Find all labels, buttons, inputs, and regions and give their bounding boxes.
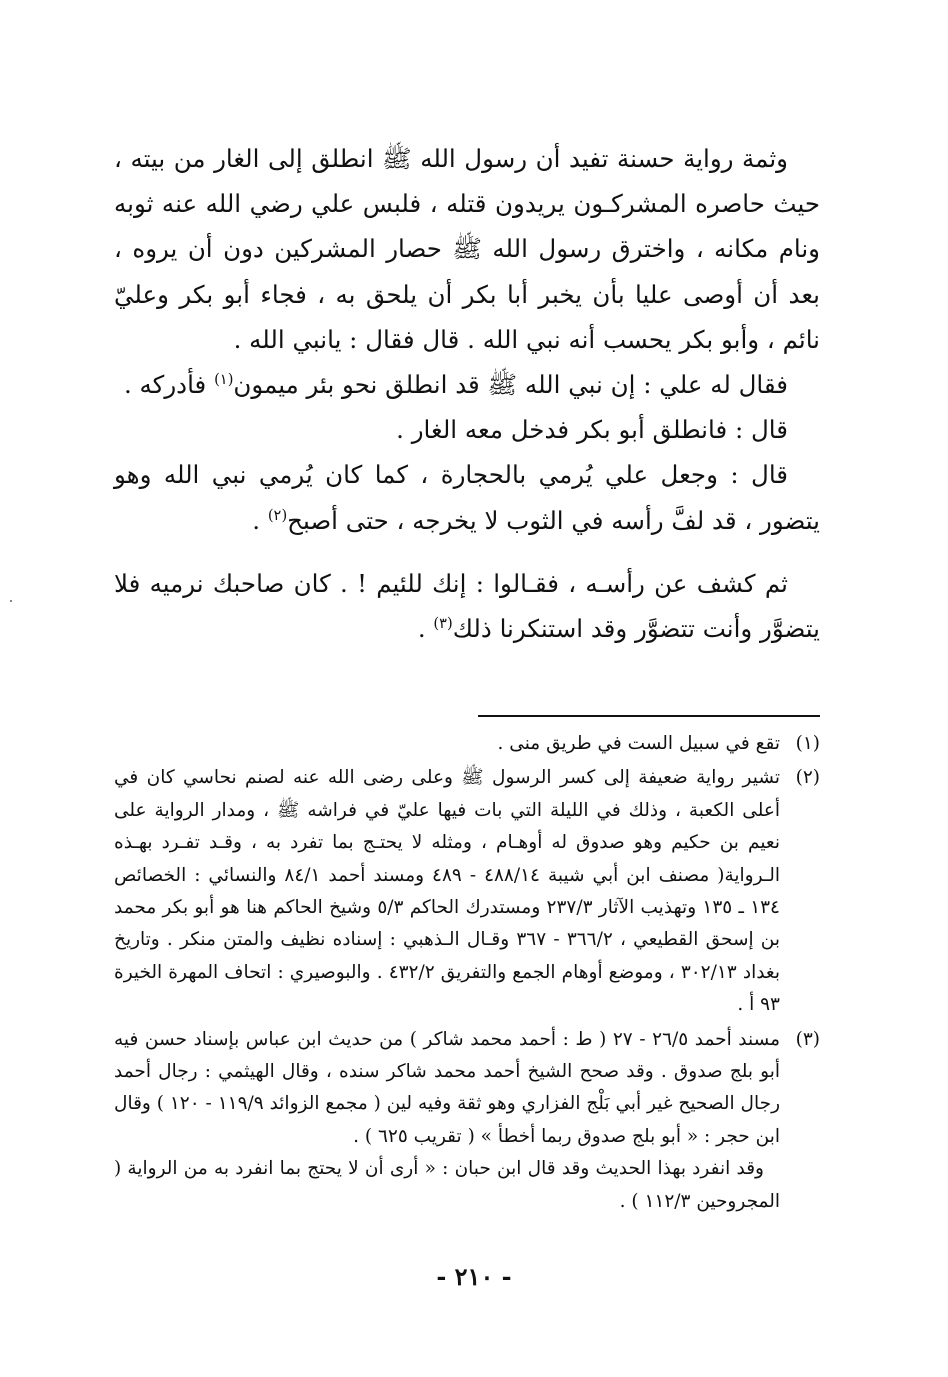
- footnote-number: (٣): [795, 1028, 820, 1050]
- footnote-3: [114, 1024, 820, 1218]
- footnote-text: مسند أحمد ٢٦/٥ - ٢٧ ( ط : أحمد محمد شاكر ) من حديث ابن عباس بإسناد حسن فيه أبو بلج صدوق . وقد صحح الشيخ أحمد محمد شاكر سنده ، وقال الهيثمي : رجال أحمد رجال الصحيح غير أبي بَلْج الفزاري وهو ثقة وفيه لين ( مجمع الزوائد ١١٩/٩ - ١٢٠ ) وقال ابن حجر : « أبو بلج صدوق ربما أخطأ » ( تقريب ٦٢٥ ) . وقد انفرد بهذا الحديث وقد قال ابن حبان : « أرى أن لا يحتج بما انفرد به من الرواية ( المجروحين ١١٢/٣ ) .: [114, 1028, 781, 1212]
- footnote-text: تقع في سبيل الست في طريق منى .: [497, 733, 780, 754]
- footnote-2: [114, 762, 820, 1021]
- footnote-ref-2: (٢): [267, 506, 288, 524]
- footnote-text: تشير رواية ضعيفة إلى كسر الرسول ﷺ وعلى رضى الله عنه لصنم نحاسي كان في أعلى الكعبة ، وذلك في الليلة التي بات فيها عليّ في فراشه ﷺ ، ومدار الرواية على نعيم بن حكيم وهو صدوق له أوهـام ، ومثله لا يحتـج بما تفرد به ، وقـد تفـرد بهـذه الـرواية( مصنف ابن أبي شيبة ٤٨٨/١٤ - ٤٨٩ ومسند أحمد ٨٤/١ والنسائي : الخصائص ١٣٤ ـ ١٣٥ وتهذيب الآثار ٢٣٧/٣ ومستدرك الحاكم ٥/٣ وشيخ الحاكم هنا هو أبو بكر محمد بن إسحق القطيعي ، ٣٦٦/٢ - ٣٦٧ وقـال الـذهبي : إسناده نظيف والمتن منكر . وتاريخ بغداد ٣٠٢/١٣ ، وموضع أوهام الجمع والتفريق ٤٣٢/٢ . والبوصيري : اتحاف المهرة الخيرة ٩٣ أ .: [114, 767, 781, 1016]
- page-number: - ٢١٠ -: [436, 1262, 512, 1291]
- paragraph-5: ثم كشف عن رأسـه ، فقـالوا : إنك للئيم ! . كان صاحبك نرميه فلا يتضوَّر وأنت تتضوَّر وقد استنكرنا ذلك$^{(٣)}$ .: [114, 568, 820, 644]
- scan-artifact: [10, 600, 12, 602]
- footnote-number: (٢): [795, 767, 820, 789]
- paragraph-3: قال : فانطلق أبو بكر فدخل معه الغار .: [396, 415, 788, 445]
- main-text-body: [114, 136, 820, 651]
- footnotes-section: [114, 728, 820, 1220]
- paragraph-2: فقال له علي : إن نبي الله ﷺ قد انطلق نحو بئر ميمون$^{(١)}$ فأدركه .: [123, 370, 788, 400]
- footnote-1: [114, 728, 820, 760]
- paragraph-4: قال : وجعل علي يُرمي بالحجارة ، كما كان يُرمي نبي الله وهو يتضور ، قد لفَّ رأسه في الثوب لا يخرجه ، حتى أصبح$^{(٢)}$ .: [114, 460, 820, 535]
- footnote-number: (١): [795, 733, 820, 754]
- footnote-ref-1: (١): [214, 370, 234, 388]
- footnote-separator: [478, 715, 820, 717]
- footnote-ref-3: (٣): [433, 614, 453, 632]
- paragraph-1: وثمة رواية حسنة تفيد أن رسول الله ﷺ انطلق إلى الغار من بيته ، حيث حاصره المشركـون يريدون قتله ، فلبس علي رضي الله عنه ثوبه ونام مكانه ، واخترق رسول الله ﷺ حصار المشركين دون أن يروه ، بعد أن أوصى عليا بأن يخبر أبا بكر أن يلحق به ، فجاء أبو بكر وعليّ نائم ، وأبو بكر يحسب أنه نبي الله . قال فقال : يانبي الله .: [114, 144, 820, 354]
